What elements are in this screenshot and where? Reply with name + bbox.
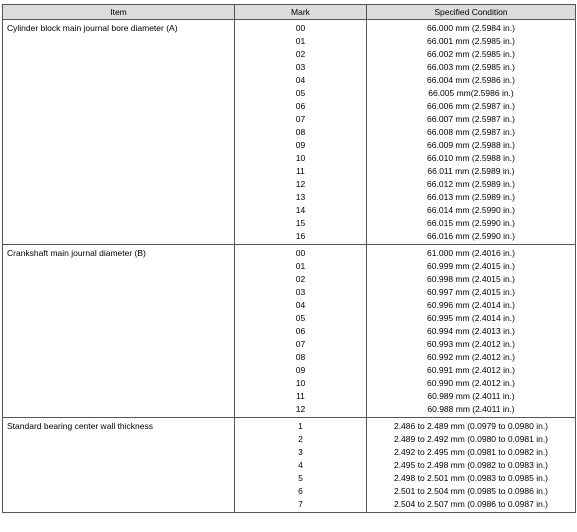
spec-body <box>3 20 576 513</box>
condition-value: 60.996 mm (2.4014 in.) <box>427 300 515 310</box>
header-item: Item <box>3 5 235 20</box>
mark-value: 08 <box>295 127 306 137</box>
item-cell: Crankshaft main journal diameter (B) <box>3 245 235 418</box>
mark-value: 02 <box>295 49 306 59</box>
mark-value: 6 <box>298 486 303 496</box>
condition-value: 66.009 mm (2.5988 in.) <box>427 140 515 150</box>
condition-value: 66.011 mm (2.5989 in.) <box>427 166 515 176</box>
condition-cell <box>367 418 576 513</box>
mark-value: 12 <box>295 179 306 189</box>
mark-value: 04 <box>295 75 306 85</box>
condition-value: 60.992 mm (2.4012 in.) <box>427 352 515 362</box>
mark-value: 01 <box>295 261 306 271</box>
condition-cell <box>367 245 576 418</box>
mark-value: 10 <box>295 153 306 163</box>
mark-value: 11 <box>296 166 305 176</box>
condition-value: 60.988 mm (2.4011 in.) <box>427 404 515 414</box>
mark-value: 09 <box>295 140 306 150</box>
mark-cell <box>235 20 367 245</box>
condition-value: 60.991 mm (2.4012 in.) <box>427 365 515 375</box>
condition-value: 61.000 mm (2.4016 in.) <box>427 248 515 258</box>
condition-value: 60.995 mm (2.4014 in.) <box>427 313 515 323</box>
condition-value: 66.007 mm (2.5987 in.) <box>427 114 515 124</box>
condition-value: 66.008 mm (2.5987 in.) <box>427 127 515 137</box>
condition-value: 2.504 to 2.507 mm (0.0986 to 0.0987 in.) <box>393 499 549 509</box>
item-cell: Cylinder block main journal bore diameter (A) <box>3 20 235 245</box>
condition-value: 66.015 mm (2.5990 in.) <box>427 218 515 228</box>
mark-value: 10 <box>295 378 306 388</box>
mark-value: 13 <box>295 192 306 202</box>
header-row <box>3 5 576 20</box>
condition-value: 60.994 mm (2.4013 in.) <box>427 326 515 336</box>
header-condition: Specified Condition <box>367 5 576 20</box>
condition-value: 60.999 mm (2.4015 in.) <box>427 261 515 271</box>
item-cell: Standard bearing center wall thickness <box>3 418 235 513</box>
condition-cell <box>367 20 576 245</box>
condition-value: 2.486 to 2.489 mm (0.0979 to 0.0980 in.) <box>393 421 549 431</box>
mark-value: 09 <box>295 365 306 375</box>
mark-value: 11 <box>296 391 305 401</box>
mark-value: 06 <box>295 326 306 336</box>
mark-value: 03 <box>295 62 306 72</box>
condition-value: 66.013 mm (2.5989 in.) <box>427 192 515 202</box>
condition-value: 2.498 to 2.501 mm (0.0983 to 0.0985 in.) <box>393 473 549 483</box>
mark-value: 1 <box>298 421 303 431</box>
mark-value: 02 <box>295 274 306 284</box>
condition-value: 2.492 to 2.495 mm (0.0981 to 0.0982 in.) <box>393 447 549 457</box>
mark-value: 3 <box>298 447 303 457</box>
mark-cell <box>235 245 367 418</box>
mark-value: 07 <box>295 114 306 124</box>
mark-value: 03 <box>295 287 306 297</box>
mark-value: 5 <box>298 473 303 483</box>
mark-value: 07 <box>295 339 306 349</box>
condition-value: 66.002 mm (2.5985 in.) <box>427 49 515 59</box>
mark-value: 4 <box>298 460 303 470</box>
condition-value: 60.993 mm (2.4012 in.) <box>427 339 515 349</box>
mark-value: 00 <box>295 248 306 258</box>
mark-value: 7 <box>298 499 303 509</box>
mark-value: 00 <box>295 23 306 33</box>
condition-value: 66.005 mm(2.5986 in.) <box>428 88 514 98</box>
mark-value: 2 <box>298 434 303 444</box>
condition-value: 60.998 mm (2.4015 in.) <box>427 274 515 284</box>
table-row <box>3 20 576 245</box>
condition-value: 2.489 to 2.492 mm (0.0980 to 0.0981 in.) <box>393 434 549 444</box>
condition-value: 66.000 mm (2.5984 in.) <box>427 23 515 33</box>
mark-value: 08 <box>295 352 306 362</box>
header-mark: Mark <box>235 5 367 20</box>
condition-value: 60.997 mm (2.4015 in.) <box>427 287 515 297</box>
condition-value: 2.501 to 2.504 mm (0.0985 to 0.0986 in.) <box>393 486 549 496</box>
mark-cell <box>235 418 367 513</box>
condition-value: 66.014 mm (2.5990 in.) <box>427 205 515 215</box>
mark-value: 12 <box>295 404 306 414</box>
condition-value: 2.495 to 2.498 mm (0.0982 to 0.0983 in.) <box>393 460 549 470</box>
condition-value: 66.006 mm (2.5987 in.) <box>427 101 515 111</box>
spec-table <box>2 4 576 513</box>
mark-value: 01 <box>295 36 306 46</box>
mark-value: 05 <box>295 313 306 323</box>
condition-value: 66.001 mm (2.5985 in.) <box>427 36 515 46</box>
mark-value: 06 <box>295 101 306 111</box>
condition-value: 66.016 mm (2.5990 in.) <box>427 231 515 241</box>
table-row <box>3 418 576 513</box>
condition-value: 66.012 mm (2.5989 in.) <box>427 179 515 189</box>
condition-value: 66.003 mm (2.5985 in.) <box>427 62 515 72</box>
mark-value: 05 <box>295 88 306 98</box>
table-row <box>3 245 576 418</box>
mark-value: 14 <box>295 205 306 215</box>
mark-value: 04 <box>295 300 306 310</box>
condition-value: 66.004 mm (2.5986 in.) <box>427 75 515 85</box>
condition-value: 60.989 mm (2.4011 in.) <box>427 391 515 401</box>
mark-value: 15 <box>295 218 306 228</box>
mark-value: 16 <box>295 231 306 241</box>
condition-value: 66.010 mm (2.5988 in.) <box>427 153 515 163</box>
condition-value: 60.990 mm (2.4012 in.) <box>427 378 515 388</box>
